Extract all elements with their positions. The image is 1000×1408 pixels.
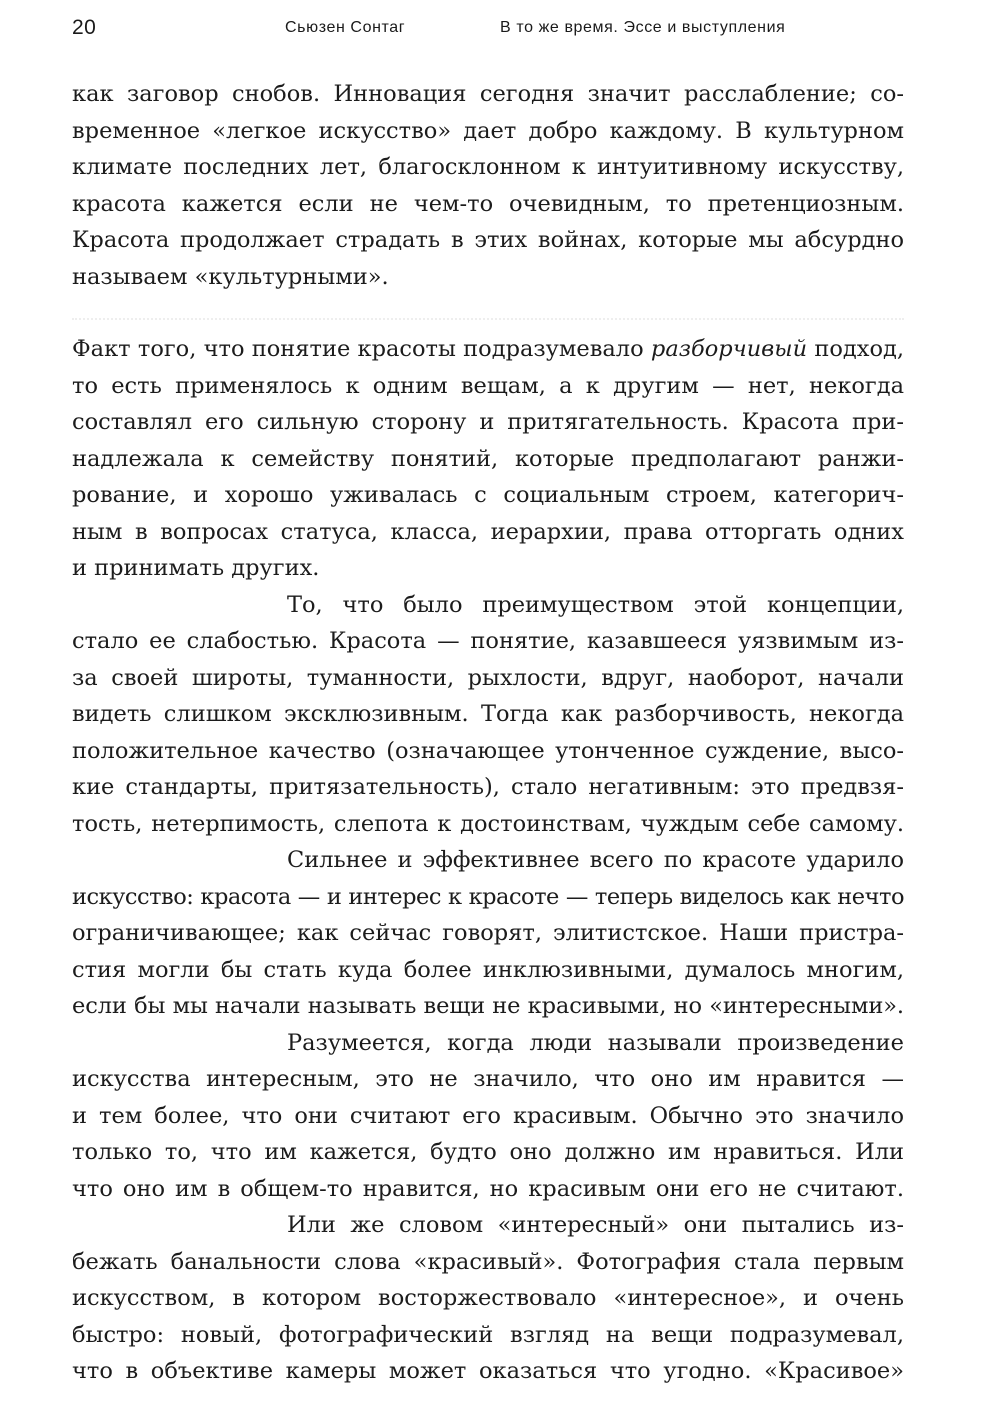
text-line: что оно им в общем-то нравится, но красивым они его не считают. <box>72 1175 904 1202</box>
text-line: рование, и хорошо уживалась с социальным строем, категорич- <box>72 482 904 508</box>
text-line: Или же словом «интересный» они пытались из- <box>287 1212 904 1238</box>
text-line: составлял его сильную сторону и притягательность. Красота при- <box>72 409 904 435</box>
paragraph-continuation <box>72 76 904 295</box>
section-divider <box>72 318 904 320</box>
text-line: за своей широты, туманности, рыхлости, вдруг, наоборот, начали <box>72 664 904 691</box>
text-line: и тем более, что они считают его красивым. Обычно это значило <box>72 1102 904 1129</box>
text-line: то есть применялось к одним вещам, а к другим — нет, некогда <box>72 372 904 399</box>
running-book-title: В то же время. Эссе и выступления <box>500 19 786 36</box>
text-line: бежать банальности слова «красивый». Фотография стала первым <box>72 1248 904 1275</box>
text-line: только то, что им кажется, будто оно должно им нравиться. Или <box>72 1139 904 1165</box>
text-line: искусства интересным, это не значило, что оно им нравится — <box>72 1066 904 1092</box>
text-line: красота кажется если не чем-то очевидным, то претенциозным. <box>72 190 904 217</box>
text-line: видеть слишком эксклюзивным. Тогда как разборчивость, некогда <box>72 701 904 727</box>
text-line: положительное качество (означающее утонченное суждение, высо- <box>72 737 904 764</box>
main-text <box>72 331 904 1390</box>
text-line: называем «культурными». <box>72 263 389 290</box>
text-line: и принимать других. <box>72 555 320 581</box>
text-line <box>72 331 904 368</box>
text-line: Сильнее и эффективнее всего по красоте ударило <box>287 847 904 873</box>
text-line: если бы мы начали называть вещи не красивыми, но «интересными». <box>72 993 904 1019</box>
text-line: стало ее слабостью. Красота — понятие, казавшееся уязвимым из- <box>72 628 904 654</box>
text-line: кие стандарты, притязательность), стало негативным: это предвзя- <box>72 774 904 800</box>
italic-word: разборчивый <box>650 336 808 362</box>
text-line: временное «легкое искусство» дает добро каждому. В культурном <box>72 117 904 144</box>
text-line: искусство: красота — и интерес к красоте — теперь виделось как нечто <box>72 883 904 910</box>
text-fragment: Факт того, что понятие красоты подразумевало <box>72 336 651 362</box>
text-fragment: подход, <box>807 336 905 362</box>
text-line: То, что было преимуществом этой концепции, <box>287 591 904 618</box>
running-header <box>0 16 1000 46</box>
text-line: надлежала к семейству понятий, которые предполагают ранжи- <box>72 445 904 472</box>
text-line: климате последних лет, благосклонном к интуитивному искусству, <box>72 154 904 180</box>
text-line: ным в вопросах статуса, класса, иерархии, права отторгать одних <box>72 518 904 545</box>
text-line: Разумеется, когда люди называли произведение <box>287 1029 904 1056</box>
text-line: тость, нетерпимость, слепота к достоинствам, чуждым себе самому. <box>72 810 904 837</box>
text-line: искусством, в котором восторжествовало «интересное», и очень <box>72 1285 904 1311</box>
page-number: 20 <box>72 16 97 39</box>
text-line: ограничивающее; как сейчас говорят, элитистское. Наши пристра- <box>72 920 904 946</box>
text-line: как заговор снобов. Инновация сегодня значит расслабление; со- <box>72 81 904 107</box>
running-author: Сьюзен Сонтаг <box>285 19 406 36</box>
text-line: что в объективе камеры может оказаться что угодно. «Красивое» <box>72 1358 904 1384</box>
text-line: стия могли бы стать куда более инклюзивными, думалось многим, <box>72 956 904 983</box>
text-line: Красота продолжает страдать в этих войнах, которые мы абсурдно <box>72 227 904 253</box>
text-line: быстро: новый, фотографический взгляд на вещи подразумевал, <box>72 1321 904 1348</box>
